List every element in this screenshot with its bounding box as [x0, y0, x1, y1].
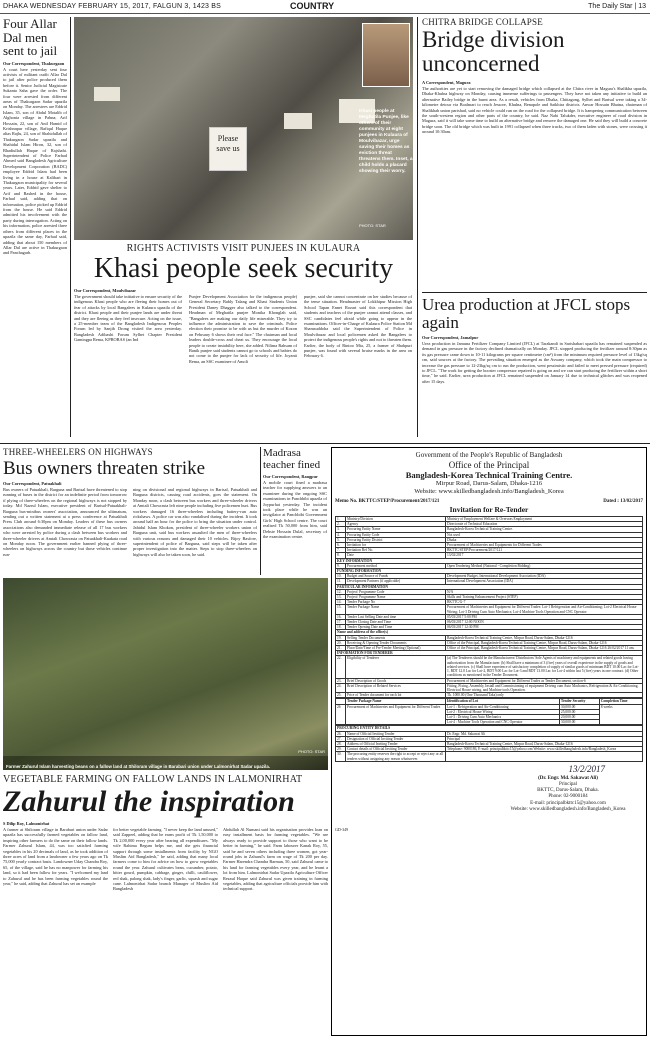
row-label: Tender Last Selling Date and time	[346, 614, 446, 619]
section-heading: Name and address of the office(s)	[336, 630, 643, 635]
article-body: ning on divisional and regional highways in Barisal, Patuakhali and Barguna districts, causing road accidents, goes the statement. On Monday noon, a clash between bus workers and three-wheeler drivers at Amtali Chowrasta left nine people including five policemen hurt. Bus workers damaged 16 three-wheelers including battery-run auto rickshaws. A police car was also vandalised during the incident. It took around half an hour for the police to bring the situation under control. Jahidul Islam Khokon, president of three-wheeler workers union of Barguna unit, said bus workers assaulted the men of three-wheelers with various reasons and damaged their 10 vehicles. Bijoy Basfore, superintendent of police of Barguna, said steps will be taken after proper investigation into the matter. Steps to stop three-wheelers on highways will also be taken soon, he said.	[133, 487, 257, 557]
row-label: The procuring entity reserves the right to accept or reject any or all tenders without assigning any reason whatsoever.	[346, 752, 446, 761]
article-jfcl	[422, 296, 647, 441]
lots-header-cell: Tender Package Name	[346, 699, 446, 704]
section-heading: FUNDING INFORMATION	[336, 569, 643, 574]
article-khasi	[74, 243, 413, 443]
row-number: 21.	[336, 646, 346, 651]
row-label: Tender Package No	[346, 600, 446, 605]
row-value: N/A	[446, 589, 643, 594]
photo-caption: Khasi people at Meghatila Punjee, like others of their community at eight punjees in Kulaura of Moulvibazar, urge saving their homes as eviction threat threatens them. Inset, a child holds a placard showing their worry.	[359, 109, 413, 174]
article-zahurul	[3, 774, 328, 1036]
row-number: 9.	[336, 563, 346, 568]
section-heading: PROCURING ENTITY DETAILS	[336, 726, 643, 731]
row-label: Place/Date/Time of Pre-Tender Meeting (Optional)	[346, 646, 446, 651]
headline: Bus owners threaten strike	[3, 458, 206, 479]
ad-line: Bangladesh-Korea Technical Training Centre.	[405, 470, 573, 480]
byline: Our Correspondent, Thakurgaon	[3, 60, 65, 66]
row-label: Eligibility of Tenderer	[346, 656, 446, 678]
memo-number: Memo No. BKTTC/STEP/Procurement/2017/121	[335, 499, 440, 504]
row-number: 18.	[336, 625, 346, 630]
table-row	[336, 683, 643, 692]
row-number: 27.	[336, 736, 346, 741]
row-number: 17.	[336, 620, 346, 625]
lots-table	[335, 698, 643, 725]
signature-line: Principal	[558, 781, 578, 787]
row-number: 25.	[336, 693, 346, 698]
byline: Our Correspondent, Rangpur	[263, 474, 318, 479]
row-value: Skills and Training Enhancement Project (STEP)	[446, 595, 643, 600]
lot-security: 25,000.00	[559, 709, 599, 714]
row-number: 28.	[336, 741, 346, 746]
section-heading: PARTICULAR INFORMATION	[336, 584, 643, 589]
signature-line: Website: www.skilledbangladesh.info/Bangladesh_Korea	[510, 806, 626, 812]
placard-small	[94, 87, 120, 101]
row-number: 11.	[336, 579, 346, 584]
row-label: Procurement method	[346, 563, 446, 568]
row-value: Bangladesh-Korea Technical Training Centre.	[446, 527, 643, 532]
table-row	[336, 646, 643, 651]
row-label: Tender Package Name	[346, 605, 446, 614]
row-value: Telephone: 9000186, E-mail: principalbkttc15@yahoo.com Website: www.skilledbangladesh.info/Bangladesh_Korea	[446, 747, 643, 752]
row-value: 13/02/2017	[446, 553, 643, 558]
row-number: 2.	[336, 522, 346, 527]
row-value: Fitting, Fixing, Assembly, Install and Commissioning of equipment Driving cum Auto Machanics, Refrigeration & Air Conditioning, Electrical House wiring, and Machine tools Operation.	[446, 683, 643, 692]
row-value: International Development Association (IDA)	[446, 579, 643, 584]
khasi-photo	[74, 17, 413, 240]
table-row	[336, 640, 643, 645]
row-value: Development Budget, International Development Association (IDA)	[446, 574, 643, 579]
column-rule	[70, 17, 71, 437]
row-label: Invitation for	[346, 543, 446, 548]
row-value: Directorate of Technical Education	[446, 522, 643, 527]
row-number: 15.	[336, 605, 346, 614]
row-number: 26	[336, 704, 346, 725]
row-label: Agency	[346, 522, 446, 527]
dateline: DHAKA WEDNESDAY FEBRUARY 15, 2017, FALGUN 3, 1423 BS	[3, 3, 222, 10]
farmer-photo	[3, 578, 328, 770]
row-number: 7.	[336, 548, 346, 553]
photo-credit: PHOTO: STAR	[298, 749, 325, 754]
row-value: BKTTC/STEP/Procurement/2017/121	[446, 548, 643, 553]
ad-line: Website: www.skilledbangladesh.info/Bangladesh_Korea	[414, 488, 564, 495]
row-number: 19.	[336, 635, 346, 640]
column-rule	[417, 17, 418, 437]
ad-line: Government of the People's Republic of Bangladesh	[415, 451, 563, 459]
row-label: Receiving & Opening Tender Documents	[346, 640, 446, 645]
row-label: Designation of Official Inviting Tender	[346, 736, 446, 741]
row-label: Invitation Ref No.	[346, 548, 446, 553]
row-label: Selling Tender Documents	[346, 635, 446, 640]
byline: Our Correspondent, Moulvibazar	[74, 288, 137, 293]
masthead-page: The Daily Star | 13	[588, 3, 646, 10]
memo-date: Dated : 13/02/2017	[603, 499, 643, 504]
placard: Please save us	[209, 127, 247, 171]
kicker: THREE-WHEELERS ON HIGHWAYS	[3, 447, 153, 457]
row-number: 5.	[336, 537, 346, 542]
inset-photo	[362, 23, 410, 87]
row-number: 10.	[336, 574, 346, 579]
lot-security: 30,000.00	[559, 704, 599, 709]
row-number: 14.	[336, 600, 346, 605]
lot-security: 20,000.00	[559, 714, 599, 719]
signature-line: E-mail: principalbkttc15@yahoo.com	[530, 800, 606, 806]
article-body: The authorities are yet to start removing the damaged bridge which collapsed at the Chitra river in Magura's Shalikha upazila, Dhaka-Khulna highway on Monday, causing immense sufferings to passengers. They have not taken any initiative to build an alternative Bailey bridge in the burnt area. As a result, vehicles from Dhaka, Chittagong, Sylhet and Barisal were taking a 34-kilometre detour via Boalmari to reach Jessore, Khulna, Benapole and Satkhira districts. Anwar Hossain Bhaina, chairman of Shalikhah union parishad, said no vehicle could run on the road for the collapsed bridge. It is hampering communication between the south-western region and other parts of the country, he said. Naz Nabi Talukder, executive engineer of road division in Magura, said it will take some time to build an alternative bridge and remove the damaged one. He said they will build a concrete bridge soon. The old bridge which was built in 1991 collapsed when three trucks, two of them laden with stones, were crossing it around 10:30am.	[422, 86, 647, 135]
lots-header-cell: Completion Time	[599, 699, 642, 704]
lots-header-cell: Identification of Lot	[446, 699, 560, 704]
row-label: Procuring Entity District	[346, 537, 446, 542]
row-number: 6.	[336, 543, 346, 548]
tender-advertisement	[331, 447, 647, 1036]
row-number: 3.	[336, 527, 346, 532]
article-body: for better vegetable farming. "I never keep the land unused," said Zappeel, adding that he earns profit of Tk 1,50,000 to Tk 2,00,000 every year after bearing all expenditures. "My wife Rahima Begum helps me, and she gets financial support through some installments from facility by NGO Muslim Aid Bangladesh," he said, adding that many local farmers come to him for advice on how to grow vegetables round the year. Zahurul cultivates bean, cucumber, potato, bitter gourd, pumpkin, cabbage, ginger, chilli, cauliflower, red shak, palong shak, lady's finger, garlic, squash and sugar cane. Lalmonirhat Sadar branch Manager of Muslim Aid Bangladesh	[113, 827, 218, 892]
kicker: CHITRA BRIDGE COLLAPSE	[422, 17, 543, 27]
row-number: 29.	[336, 747, 346, 752]
lot-name: Lot-2 : Electrical House Wiring	[446, 709, 560, 714]
headline: Four Allar Dal men sent to jail	[3, 17, 58, 58]
article-body: Urea production in Jamuna Fertilizer Company Limited (JFCL) at Tarakandi in Sarishabari upazila has remained suspended as demand in gas pressure in the factory declined dramatically on Monday. JFCL stopped producing the fertilizer around 8:30pm as its gas pressure came down to 10-11 kilograms per square centimetre (cm²) from the minimum required pressure level of 13kg/sq cm, said sources at the factory. The prevailing situation emerged as the Aswany company, which took the main compressor to increase the gas pressure to 12-23kg/sq cm to run the production, went pessimistic and failed to meet pressed pressure (required) to JFCL. "The work for getting the booster compressor repaired is going on and we can start producing the fertilizer within a short time," he said. Earlier, urea production at JFCL remained suspended on January 14 due to technical glitches and was reopened after 15 days.	[422, 341, 647, 384]
row-label: Procuring Entity Name	[346, 527, 446, 532]
byline: A Correspondent, Magura	[422, 80, 471, 85]
row-label: Project/ Programme Name	[346, 595, 446, 600]
kicker: RIGHTS ACTIVISTS VISIT PUNJEES IN KULAURA	[126, 243, 361, 254]
signature-line: BKTTC, Darus-Salam, Dhaka.	[537, 788, 599, 794]
row-number: 1.	[336, 517, 346, 522]
table-row	[336, 693, 643, 698]
byline: S Dilip Roy, Lalmonirhat	[3, 821, 50, 826]
row-label: Budget and Source of Funds	[346, 574, 446, 579]
row-value: Dr. Engr. Md. Sakawat Ali	[446, 731, 643, 736]
row-number: 8.	[336, 553, 346, 558]
lots-package-name: Procurement of Machineries and Equipment for Different Trades	[346, 704, 446, 725]
row-number: 13.	[336, 595, 346, 600]
lot-name: Lot-4 : Machine Tools Operation and CNC Operator	[446, 720, 560, 725]
row-label: Name of Official Inviting Tender	[346, 731, 446, 736]
headline: Khasi people seek security	[93, 253, 394, 284]
ad-line: Mirpur Road, Darus-Salam, Dhaka-1216	[435, 480, 543, 487]
article-bridge	[422, 17, 647, 292]
photo-caption: Farmer Zahurul Islam harvesting beans on a fallow land at Shiloram village in Barabari union under Lalmonirhat Sadar upazila.	[6, 763, 270, 769]
section-heading: INFORMATION FOR TENDERER	[336, 651, 643, 656]
headline: Bridge division unconcerned	[422, 27, 565, 76]
horizontal-rule	[0, 443, 650, 444]
row-value: 05/03/2017 5:00 PM	[446, 614, 643, 619]
table-row	[336, 605, 643, 614]
column-rule	[260, 447, 261, 575]
row-number: 12.	[336, 589, 346, 594]
article-body: A court here yesterday sent four activists of militant outfit Allar Dal to jail after police produced them before it. Senior Judicial Magistrate Sukanta Saha gave the order. The four were arrested from different areas of Thakurgaon Sadar upazila on Monday. The arrestees are Eddrid Islam, 35, son of Abdul Motalib of Alghonia village in Pabna; Arif Hossain, 22, son of Anil Hamid of Krishnapur village, Rafiqul Haque alias Rajlu, 24, son of Shahidullah of Thakurgaon Sadar upazila and Shahidul Islam Hiron, 32, son of Bhadiullah Haque of Rajshahi. Superintendent of Police Farhad Ahmed said Bangladesh Agriculture Development Corporation (BADC) employee Eddrid Islam had been living in a house at Kalibari in Thakurgaon municipality for several years. Later, Eddrid gave shelter to Arif and Rashed in the house, Farhad said, adding that on information, police picked up Eddrid from the house. He said Eddrid admitted his involvement with the party during interrogation. Acting on his information, police arrested three others from different places in the upazila the same day, Farhad said, adding that about 150 members of Allar Dal are active in Thakurgaon and Panchagarh.	[3, 66, 67, 256]
row-label: Tender Closing Date and Time	[346, 620, 446, 625]
kicker: VEGETABLE FARMING ON FALLOW LANDS IN LALMONIRHAT	[3, 774, 303, 785]
row-value	[446, 752, 643, 761]
article-body: Punjee Development Association for the indigenous people) General Secretary Bably Talang and Khasi Students Union President Daney Dhagger also talked to the correspondent. Headman of Meghatila punjee Monika Khonglah said, "Bangalees are making our daily life miserable. They try to influence the administration to save the criminals. Police election their promise to be with us but the murder of Kozon on February 6 shows their real face." The chairman and local leaders double-cross and cheat us. They encourage the local people to create instability here, she added. Nilima Rahsam of Banik punjee said students cannot go to schools and babies do not come to the punjee for lack of security of life. Joyanti Rema, an SSC examinee of Amoli	[189, 294, 297, 364]
row-number: 26.	[336, 731, 346, 736]
tender-table	[335, 516, 643, 698]
article-body: Bus owners of Patuakhali, Barguna and Barisal have threatened to stop running of buses in the district for an indefinite period from tomorrow if plying of three-wheelers on the regional highways is not stopped by today. Md Nazrul Islam, executive president of Barisal-Patuakhali-Barguna bus-minibus owners' association, announced the ultimatum, sending out a written statement at a press conference at Patuakhali Press Club around 6:30pm on Monday. Leaders of these bus owners associations also demanded immediate release of all 17 bus workers who were arrested by police during a clash between bus workers and three-wheeler drivers at Amtali Chowrasta on Patuakhali-Kuakata road on Monday noon. The government earlier banned plying of three-wheelers on highways across the country but those vehicles continue run-	[3, 487, 127, 557]
signature: 13/2/2017	[568, 763, 605, 774]
page-header	[0, 0, 650, 14]
row-number: 22.	[336, 656, 346, 678]
lot-security: 30,000.00	[559, 720, 599, 725]
row-label: Ministry/Division	[346, 517, 446, 522]
row-value: Tk. 1000.00 (One Thousand Taka) only	[446, 693, 643, 698]
headline: Zahurul the inspiration	[3, 785, 295, 818]
ad-code: GD-349	[335, 826, 349, 832]
headline: Urea production at JFCL stops again	[422, 296, 631, 332]
row-value: Open Tendering Method (National - Completion Bidding)	[446, 563, 643, 568]
row-label: Project/ Programme Code	[346, 589, 446, 594]
ad-title: Invitation for Re-Tender	[449, 505, 529, 514]
table-row	[336, 752, 643, 761]
row-label: Procuring Entity Code	[346, 532, 446, 537]
row-value: Office of the Principal, Bangladesh-Korea Technical Training Centre, Mirpur Road, Darus-Salam, Dhaka-1216 26/02/2017 11 am.	[446, 646, 643, 651]
byline: Our Correspondent, Jamalpur	[422, 335, 479, 340]
article-body: punjee, said she cannot concentrate on her studies because of the tense situation. Headmaster of Lokkhipur Mission High School Tapan Ennet Rozari said this correspondent that students and teachers of the punjee cannot attend classes, and SSC candidates feel afraid while going to appear in the examinations. Officer-in-Charge of Kulaura Police Station Md Shamsuddoha said the Superintendent of Police in Moulvibazar and local policemen asked the Bangalees to protect the indigenous people's rights and not to threaten them. Earlier, the body of Rintoo Mia, 25, a farmer of Shahpuri punjee, was found with several bruise marks in the area on February 6.	[304, 294, 412, 359]
row-label: Date	[346, 553, 446, 558]
row-label: Tender Opening Date and Time	[346, 625, 446, 630]
divider	[422, 292, 647, 293]
row-value: Bangladesh-Korea Technical Training Centre, Mirpur Road, Darus-Salam, Dhaka-1216	[446, 635, 643, 640]
row-value: Ministry of Employment Welfare & Overseas Employment	[446, 517, 643, 522]
row-number: 23.	[336, 678, 346, 683]
section-heading: KEY INFORMATION	[336, 558, 643, 563]
signature-line: Phone: 02-9000184	[548, 794, 588, 800]
row-value: 06/03/2017 12:00 NOON	[446, 620, 643, 625]
row-number: 4.	[336, 532, 346, 537]
row-value: Procurement of Machineries and Equipment for Different Trades as Tender Document, section-6	[446, 678, 643, 683]
row-value: 06/03/2017 12:30 PM	[446, 625, 643, 630]
row-label: Development Partners (if applicable)	[346, 579, 446, 584]
lot-name: Lot-1 : Refrigeration and Air-Conditioning	[446, 704, 560, 709]
article-allar-dal	[3, 17, 67, 437]
photo-credit: PHOTO: STAR	[359, 223, 386, 228]
signature-line: (Dr. Engr. Md. Sakawat Ali)	[538, 775, 598, 781]
row-number: 24.	[336, 683, 346, 692]
row-value: Office of the Principal, Bangladesh-Korea Technical Training Centre, Mirpur Road, Darus-Salam, Dhaka-1216	[446, 640, 643, 645]
section-name: COUNTRY	[290, 1, 335, 11]
lots-header-cell: Tender Security	[559, 699, 599, 704]
lot-name: Lot-3 : Driving Cum Auto Mechanics	[446, 714, 560, 719]
table-row	[336, 656, 643, 678]
row-value: Procurement of Machineries and Equipment for Different Trades: Lot-1 Refrigeration and Air-Conditioning; Lot-2 Electrical House Wiring; Lot-3 Driving Cum Auto Mechanics; Lot-4 Machine Tools Operation and CNC Operator	[446, 605, 643, 614]
row-value: Dhaka	[446, 537, 643, 542]
entity-table	[335, 725, 643, 761]
row-value: Procurement of Machineries and Equipments for Different Trades	[446, 543, 643, 548]
row-value: BKTTC/G-7	[446, 600, 643, 605]
article-body: The government should take initiative to ensure security of the indigenous Khasi people who are fleeing their homes out of fear of attacks by local Bangalees in Kulaura upazila of the district. Khasi people and their punjee lands are under threat and they are fleeing as they feel insecure. Acting on the issue, a 25-member team of the Bangladesh Indigenous Peoples Forum led by Sanjib Drong visited the area yesterday. Bangladesh Adibashi Forum Sylhet Chapter President Gamingpa Rema, KPBOBAS (an Ind	[74, 294, 182, 343]
ad-line: Office of the Principal	[448, 459, 530, 470]
article-bus-strike	[3, 447, 257, 577]
table-row	[336, 747, 643, 752]
byline: Our Correspondent, Patuakhali	[3, 481, 62, 486]
row-label: Contact details of Official Inviting Tender	[346, 747, 446, 752]
article-madrasa	[263, 447, 327, 575]
article-body: A farmer at Shiloram village in Barabari union under Sadar upazila has successfully farmed vegetables on fallow land, inspiring other farmers to do the same on their fallow lands. Farmer Zahurul Islam, 44, was too satisfied farming vegetables in his 20 decimals of land, as he took addition of three acres of land from a landowner a few years ago on Tk 75,000 yearly contract basis. Landowner Uday Chandra Roy, 65, of the village, said he has no manpower for farming his land, so it had been fallow for years. "I welcomed my land to Zahurul and he has been farming vegetables round the year," he said, adding that Zahurul has set an example	[3, 827, 108, 887]
lot-completion: 8 weeks	[599, 704, 642, 725]
row-number: 20.	[336, 640, 346, 645]
row-label: Brief Description of Goods	[346, 678, 446, 683]
row-label: Brief Description of Related Services	[346, 683, 446, 692]
placard-small	[284, 113, 312, 129]
row-value: Not used	[446, 532, 643, 537]
row-number: 30.	[336, 752, 346, 761]
row-label: Price of Tender document for each lot	[346, 693, 446, 698]
row-value: (a) The Tenderers should be the Manufacturers/ Distributors/ Sole Agents of machinery and equipments and related goods having authorization from the Manufacturer. (b) Shall have a minimum of 3 (five) years of overall experience in the supply of goods and related services. (c) Shall have experience of satisfactory completion of supply of similar goods of minimum BDT 10.00 Lac for Lot-1, BDT 12.0 Lac for Lot-2, BDT 9.00 Lac for Lot-3 and BDT 13.00 Lac for Lot-4 within last 5 (five) years in one contract. (d) Other conditions as mentioned in the Tender Document.	[446, 656, 643, 678]
row-value: Principal	[446, 736, 643, 741]
headline: Madrasa teacher fined	[263, 447, 321, 471]
row-label: Address of Official Inviting Tender	[346, 741, 446, 746]
article-body: A mobile court fined a madrasa teacher for supplying answers to an examinee during the ongoing SSC examinations in Panchbibi upazila of Joypurhat yesterday. The incident took place while he was an invigilator at Panchbibi Government Girls' High School centre. The court realised Tk 50,000 from him, said Debsie Hossain Dulal, secretary of the examination centre.	[263, 480, 327, 540]
row-value: Bangladesh-Korea Technical Training Centre, Mirpur Road, Darus-Salam, Dhaka-1216	[446, 741, 643, 746]
row-number: 16.	[336, 614, 346, 619]
article-body: Abdullah Al Numani said his organisation provides loan on easy installment basis for farming vegetables. "We are always ready to provide support to those who want to be better in farming," he said. Farm labourer Kanak Roy, 55, said he and seven others including three women, got year-round jobs in Zahurul's farm on wage of Tk 200 per day. Farmer Harendra Chandra Barman, 50, said Zahurul came to his land for farming vegetables every year, and he learnt a lot from him. Lalmonirhat Sadar Upazila Agriculture Officer Rezaul Haque said Zahurul was given training in farming vegetables, adding that agriculture officials provide him with technical support.	[223, 827, 328, 892]
